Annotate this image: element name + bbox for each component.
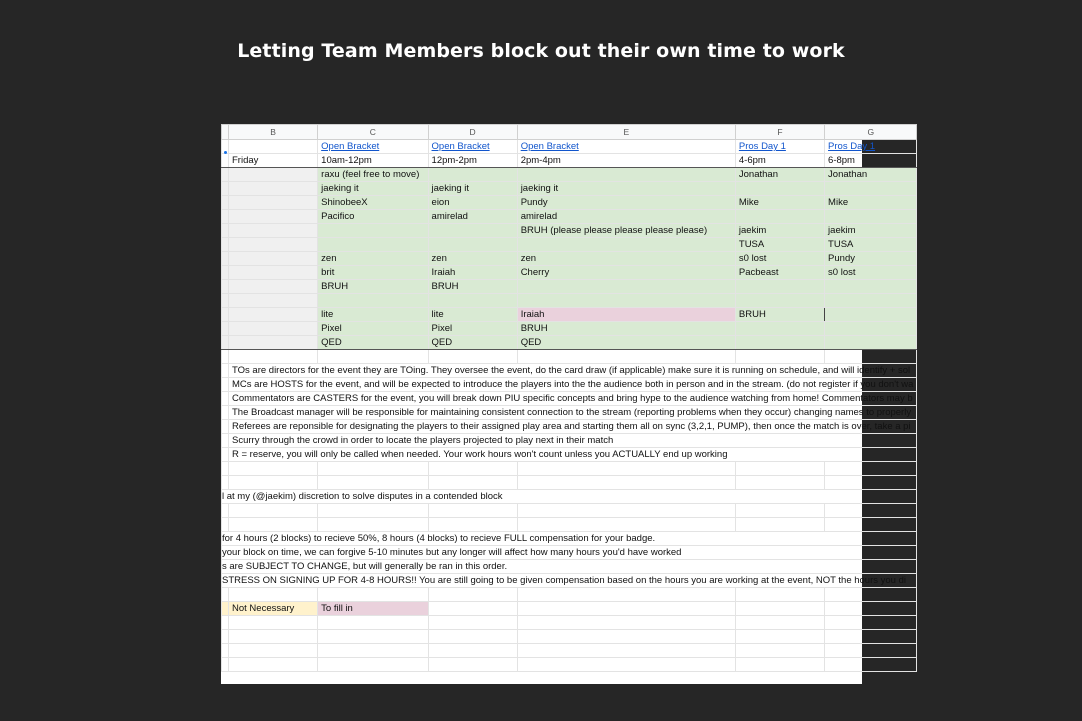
cell[interactable]: QED <box>318 336 428 350</box>
column-header[interactable]: G <box>825 125 917 140</box>
cell[interactable] <box>825 294 917 308</box>
cell[interactable] <box>825 182 917 196</box>
column-header[interactable]: B <box>229 125 318 140</box>
table-row <box>222 378 917 392</box>
legend-to-fill-in[interactable]: To fill in <box>318 602 428 616</box>
cell[interactable] <box>825 336 917 350</box>
table-row <box>222 336 917 350</box>
cell[interactable]: raxu (feel free to move) <box>318 168 428 182</box>
table-row <box>222 616 917 630</box>
cell[interactable]: Mike <box>735 196 824 210</box>
cell[interactable]: Iraiah <box>517 308 735 322</box>
cell[interactable]: TUSA <box>735 238 824 252</box>
cell[interactable] <box>428 294 517 308</box>
table-row <box>222 308 917 322</box>
table-row <box>222 644 917 658</box>
cell[interactable] <box>318 238 428 252</box>
note-cell[interactable]: Scurry through the crowd in order to locate the players projected to play next in their match <box>229 434 917 448</box>
cell[interactable] <box>735 294 824 308</box>
rule-cell[interactable]: STRESS ON SIGNING UP FOR 4-8 HOURS!! You are still going to be given compensation based on the hours you are working at the event, NOT the hours you di <box>222 574 917 588</box>
table-row <box>222 280 917 294</box>
column-header[interactable]: C <box>318 125 428 140</box>
cell-time[interactable]: 10am-12pm <box>318 154 428 168</box>
cell[interactable] <box>318 224 428 238</box>
table-row <box>222 434 917 448</box>
cell[interactable]: jaekim <box>825 224 917 238</box>
cell[interactable]: jaeking it <box>318 182 428 196</box>
spreadsheet-grid[interactable] <box>221 124 917 672</box>
table-row <box>222 252 917 266</box>
cell[interactable] <box>428 224 517 238</box>
cell[interactable] <box>318 294 428 308</box>
note-cell[interactable]: The Broadcast manager will be responsible for maintaining consistent connection to the stream (reporting problems when they occur) changing names to properly <box>229 406 917 420</box>
cell[interactable]: TUSA <box>825 238 917 252</box>
cell[interactable]: lite <box>428 308 517 322</box>
cell[interactable]: Pundy <box>825 252 917 266</box>
event-link[interactable]: Pros Day 1 <box>735 140 824 154</box>
event-link[interactable]: Open Bracket <box>428 140 517 154</box>
cell[interactable]: zen <box>428 252 517 266</box>
table-row <box>222 560 917 574</box>
rule-cell[interactable]: for 4 hours (2 blocks) to recieve 50%, 8 hours (4 blocks) to recieve FULL compensation for your badge. <box>222 532 917 546</box>
cell[interactable]: Pixel <box>318 322 428 336</box>
table-row <box>222 406 917 420</box>
rule-cell[interactable]: s are SUBJECT TO CHANGE, but will generally be ran in this order. <box>222 560 917 574</box>
cell[interactable]: QED <box>517 336 735 350</box>
page-title: Letting Team Members block out their own time to work <box>237 40 845 62</box>
table-row <box>222 168 917 182</box>
column-header[interactable]: D <box>428 125 517 140</box>
rule-cell[interactable]: your block on time, we can forgive 5-10 minutes but any longer will affect how many hours you'd have worked <box>222 546 917 560</box>
cell[interactable]: s0 lost <box>735 252 824 266</box>
cell[interactable]: Jonathan <box>825 168 917 182</box>
table-row <box>222 350 917 364</box>
cell[interactable]: eion <box>428 196 517 210</box>
cell[interactable]: s0 lost <box>825 266 917 280</box>
cell[interactable] <box>825 308 917 322</box>
corner-cell[interactable] <box>222 125 229 140</box>
cell[interactable]: BRUH <box>318 280 428 294</box>
cell[interactable]: Pacbeast <box>735 266 824 280</box>
column-header[interactable]: F <box>735 125 824 140</box>
spreadsheet[interactable] <box>221 124 914 684</box>
cell[interactable]: Pacifico <box>318 210 428 224</box>
cell[interactable] <box>825 322 917 336</box>
table-row <box>222 182 917 196</box>
table-row <box>222 532 917 546</box>
table-row <box>222 588 917 602</box>
legend-not-necessary[interactable]: Not Necessary <box>229 602 318 616</box>
cell[interactable] <box>517 294 735 308</box>
cell[interactable]: Cherry <box>517 266 735 280</box>
table-row <box>222 476 917 490</box>
table-row <box>222 266 917 280</box>
cell[interactable] <box>735 210 824 224</box>
cell[interactable] <box>735 322 824 336</box>
table-row <box>222 658 917 672</box>
note-cell[interactable]: Referees are reponsible for designating the players to their assigned play area and starting them all on sync (3,2,1, PUMP), then once the match is over, take a pi <box>229 420 917 434</box>
cell-time[interactable]: 2pm-4pm <box>517 154 735 168</box>
table-row <box>222 420 917 434</box>
cell[interactable]: Jonathan <box>735 168 824 182</box>
cell[interactable] <box>428 238 517 252</box>
table-row <box>222 504 917 518</box>
table-row <box>222 140 917 154</box>
cell-day[interactable]: Friday <box>229 154 318 168</box>
cell[interactable]: jaekim <box>735 224 824 238</box>
table-row <box>222 448 917 462</box>
cell[interactable]: ShinobeeX <box>318 196 428 210</box>
cell[interactable] <box>517 168 735 182</box>
table-row <box>222 630 917 644</box>
cell[interactable]: Mike <box>825 196 917 210</box>
note-cell[interactable]: TOs are directors for the event they are TOing. They oversee the event, do the card draw (if applicable) make sure it is running on schedule, and will identify + sol <box>229 364 917 378</box>
cell[interactable] <box>229 140 318 154</box>
event-link[interactable]: Pros Day 1 <box>825 140 917 154</box>
rule-cell[interactable]: l at my (@jaekim) discretion to solve disputes in a contended block <box>222 490 917 504</box>
cell[interactable]: zen <box>517 252 735 266</box>
cell[interactable]: QED <box>428 336 517 350</box>
table-row <box>222 224 917 238</box>
cell[interactable]: amirelad <box>428 210 517 224</box>
cell[interactable]: Pixel <box>428 322 517 336</box>
table-row <box>222 462 917 476</box>
note-cell[interactable]: R = reserve, you will only be called when needed. Your work hours won't count unless you ACTUALLY end up working <box>229 448 917 462</box>
table-row <box>222 364 917 378</box>
cell-time[interactable]: 6-8pm <box>825 154 917 168</box>
cell[interactable]: BRUH <box>428 280 517 294</box>
cell[interactable] <box>735 280 824 294</box>
cell[interactable]: Pundy <box>517 196 735 210</box>
note-cell[interactable]: MCs are HOSTS for the event, and will be expected to introduce the players into the the audience both in person and in the stream. (do not register if you don't wa <box>229 378 917 392</box>
cell[interactable] <box>735 336 824 350</box>
cell[interactable]: jaeking it <box>428 182 517 196</box>
table-row <box>222 392 917 406</box>
cell[interactable]: brit <box>318 266 428 280</box>
cell-time[interactable]: 12pm-2pm <box>428 154 517 168</box>
table-row <box>222 322 917 336</box>
table-row <box>222 294 917 308</box>
cell[interactable]: Iraiah <box>428 266 517 280</box>
table-row <box>222 238 917 252</box>
legend-row <box>222 602 917 616</box>
table-row <box>222 490 917 504</box>
cell[interactable] <box>428 168 517 182</box>
cell[interactable]: jaeking it <box>517 182 735 196</box>
cell[interactable]: amirelad <box>517 210 735 224</box>
table-row <box>222 210 917 224</box>
event-link[interactable]: Open Bracket <box>517 140 735 154</box>
table-row <box>222 546 917 560</box>
cell[interactable] <box>517 238 735 252</box>
cell[interactable] <box>517 280 735 294</box>
cell-time[interactable]: 4-6pm <box>735 154 824 168</box>
cell[interactable] <box>735 182 824 196</box>
table-row <box>222 518 917 532</box>
cell[interactable] <box>825 280 917 294</box>
column-header[interactable]: E <box>517 125 735 140</box>
column-header-row <box>222 125 917 140</box>
table-row <box>222 196 917 210</box>
note-cell[interactable]: Commentators are CASTERS for the event, you will break down PIU specific concepts and bring hype to the audience watching from home! Commentators may b <box>229 392 917 406</box>
selection-handle[interactable] <box>224 151 227 154</box>
cell[interactable]: BRUH <box>517 322 735 336</box>
table-row <box>222 574 917 588</box>
cell[interactable]: BRUH <box>735 308 824 322</box>
cell[interactable] <box>825 210 917 224</box>
cell[interactable]: BRUH (please please please please please) <box>517 224 735 238</box>
cell[interactable]: lite <box>318 308 428 322</box>
cell[interactable]: zen <box>318 252 428 266</box>
table-row <box>222 154 917 168</box>
event-link[interactable]: Open Bracket <box>318 140 428 154</box>
